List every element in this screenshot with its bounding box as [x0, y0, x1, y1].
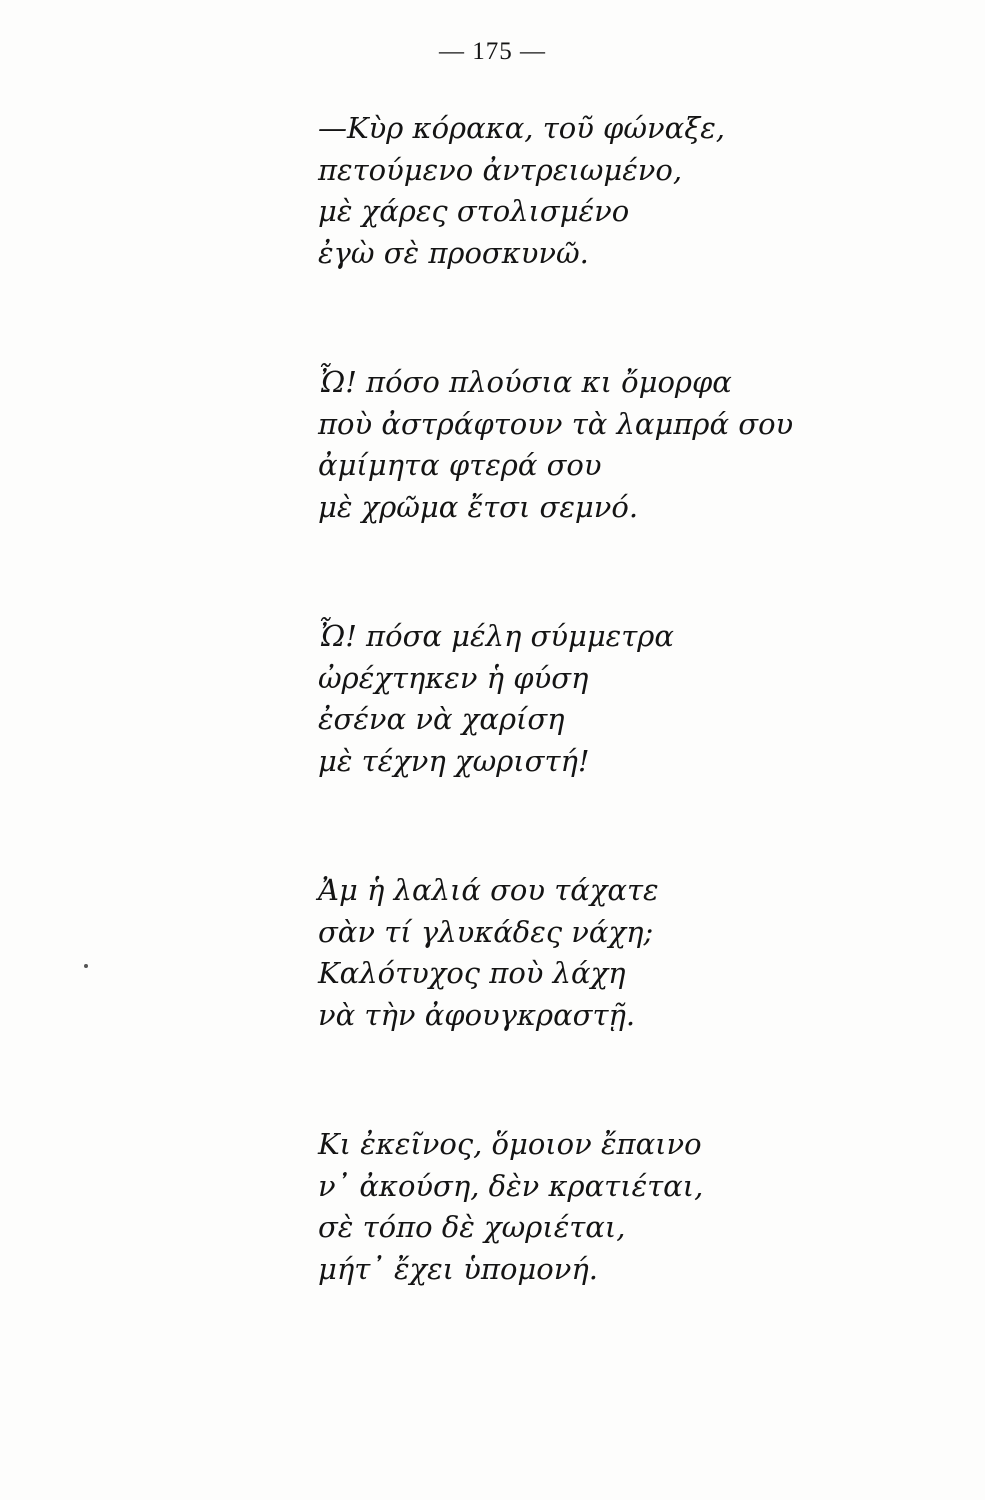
- verse-line: ἀμίμητα φτερά σου: [318, 448, 602, 482]
- verse-line: νὰ τὴν ἀφουγκραστῇ.: [318, 997, 636, 1032]
- verse-line: σὰν τί γλυκάδες νάχη;: [318, 914, 654, 949]
- verse-line: μὲ χρῶμα ἔτσι σεμνό.: [318, 489, 639, 524]
- verse-line: Ὦ! πόσο πλούσια κι ὄμορφα: [318, 365, 732, 399]
- stanza: [318, 870, 793, 1036]
- verse-line: ἐγὼ σὲ προσκυνῶ.: [318, 235, 589, 270]
- verse-line: Ἀμ ἡ λαλιά σου τάχατε: [318, 873, 659, 907]
- stanza: [318, 108, 793, 274]
- verse-line: πετούμενο ἀντρειωμένο,: [318, 152, 683, 187]
- verse-line: Καλότυχος ποὺ λάχη: [318, 956, 626, 990]
- ink-speck: [84, 964, 88, 968]
- page-number: — 175 —: [439, 38, 546, 65]
- stanza: [318, 362, 793, 528]
- verse-line: μὲ χάρες στολισμένο: [318, 194, 630, 228]
- verse-line: —Κὺρ κόρακα, τοῦ φώναξε,: [318, 111, 725, 145]
- verse-line: ν᾽ ἀκούση, δὲν κρατιέται,: [318, 1168, 704, 1203]
- verse-line: Ὦ! πόσα μέλη σύμμετρα: [318, 619, 674, 653]
- stanza: [318, 616, 793, 782]
- verse-line: ἐσένα νὰ χαρίση: [318, 702, 565, 736]
- verse-line: σὲ τόπο δὲ χωριέται,: [318, 1210, 626, 1244]
- stanza: [318, 1124, 793, 1290]
- poem: [318, 108, 793, 1290]
- verse-line: ποὺ ἀστράφτουν τὰ λαμπρά σου: [318, 406, 794, 441]
- verse-line: μὲ τέχνη χωριστή!: [318, 743, 590, 778]
- verse-line: μήτ᾽ ἔχει ὑπομονή.: [318, 1251, 598, 1286]
- verse-line: ὠρέχτηκεν ἡ φύση: [318, 660, 589, 695]
- verse-line: Κι ἐκεῖνος, ὅμοιον ἔπαινο: [318, 1127, 702, 1161]
